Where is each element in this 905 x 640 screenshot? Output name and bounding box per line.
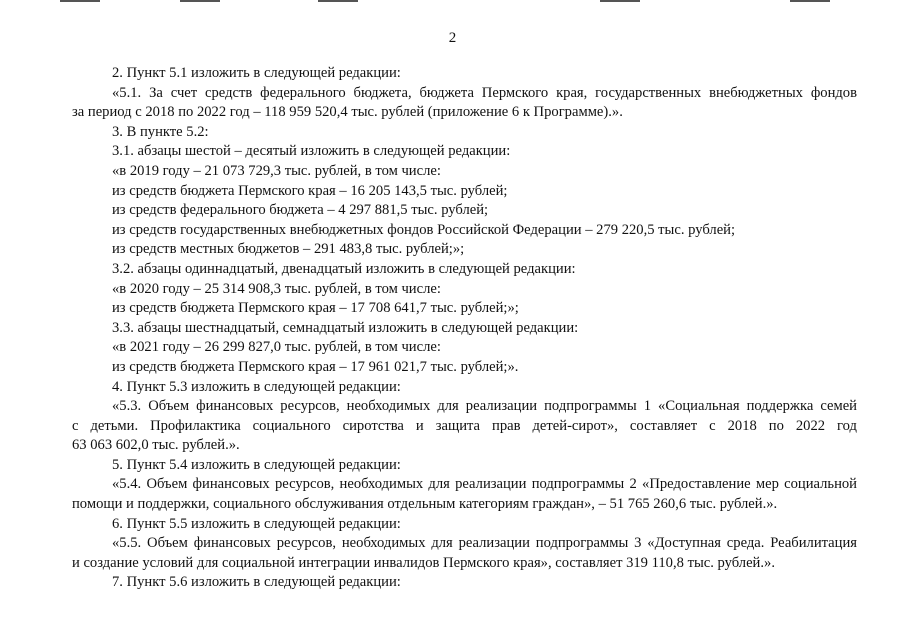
scan-edge-mark <box>180 0 220 2</box>
scan-edge-mark <box>600 0 640 2</box>
scan-edge-mark <box>790 0 830 2</box>
scan-edge-mark <box>318 0 358 2</box>
paragraph: 3.3. абзацы шестнадцатый, семнадцатый изложить в следующей редакции: <box>112 319 579 336</box>
paragraph-line: за период с 2018 по 2022 год – 118 959 520,4 тыс. рублей (приложение 6 к Программе).». <box>72 104 623 121</box>
paragraph-line: «5.1. За счет средств федерального бюджета, бюджета Пермского края, государственных внебюджетных фондов <box>112 84 857 101</box>
paragraph: из средств федерального бюджета – 4 297 881,5 тыс. рублей; <box>112 202 489 219</box>
paragraph: 3. В пункте 5.2: <box>112 123 209 140</box>
paragraph-line: «5.3. Объем финансовых ресурсов, необходимых для реализации подпрограммы 1 «Социальная поддержка семей <box>112 398 857 415</box>
paragraph-line: и создание условий для социальной интеграции инвалидов Пермского края», составляет 319 110,8 тыс. рублей.». <box>72 554 775 571</box>
paragraph <box>72 397 857 456</box>
paragraph-line: «5.5. Объем финансовых ресурсов, необходимых для реализации подпрограммы 3 «Доступная среда. Реабилитация <box>112 535 857 552</box>
paragraph: из средств бюджета Пермского края – 16 205 143,5 тыс. рублей; <box>112 182 508 199</box>
paragraph: 7. Пункт 5.6 изложить в следующей редакции: <box>112 574 401 591</box>
paragraph <box>72 534 857 573</box>
paragraph-line: помощи и поддержки, социального обслуживания отдельным категориям граждан», – 51 765 260,6 тыс. рублей.». <box>72 496 778 513</box>
page-number: 2 <box>448 30 457 46</box>
paragraph: «в 2021 году – 26 299 827,0 тыс. рублей, в том числе: <box>112 339 441 356</box>
paragraph: 3.2. абзацы одиннадцатый, двенадцатый изложить в следующей редакции: <box>112 260 576 277</box>
paragraph-line: 63 063 602,0 тыс. рублей.». <box>72 437 240 454</box>
paragraph-line: «5.4. Объем финансовых ресурсов, необходимых для реализации подпрограммы 2 «Предоставление мер социальной <box>112 476 857 493</box>
paragraph: из средств бюджета Пермского края – 17 961 021,7 тыс. рублей;». <box>112 358 519 375</box>
paragraph-line: с детьми. Профилактика социального сиротства и защита прав детей-сирот», составляет с 2018 по 2022 год <box>72 417 857 434</box>
paragraph: 3.1. абзацы шестой – десятый изложить в следующей редакции: <box>112 143 511 160</box>
scan-edge-mark <box>60 0 100 2</box>
paragraph: из средств государственных внебюджетных фондов Российской Федерации – 279 220,5 тыс. рублей; <box>112 221 736 238</box>
paragraph: «в 2019 году – 21 073 729,3 тыс. рублей, в том числе: <box>112 162 441 179</box>
document-body <box>72 64 857 593</box>
paragraph: из средств бюджета Пермского края – 17 708 641,7 тыс. рублей;»; <box>112 300 519 317</box>
paragraph: «в 2020 году – 25 314 908,3 тыс. рублей, в том числе: <box>112 280 441 297</box>
paragraph: 6. Пункт 5.5 изложить в следующей редакции: <box>112 515 401 532</box>
paragraph <box>72 475 857 514</box>
paragraph: 4. Пункт 5.3 изложить в следующей редакции: <box>112 378 401 395</box>
paragraph: 2. Пункт 5.1 изложить в следующей редакции: <box>112 65 401 81</box>
paragraph <box>72 84 857 123</box>
paragraph: из средств местных бюджетов – 291 483,8 тыс. рублей;»; <box>112 241 465 258</box>
paragraph: 5. Пункт 5.4 изложить в следующей редакции: <box>112 456 401 473</box>
